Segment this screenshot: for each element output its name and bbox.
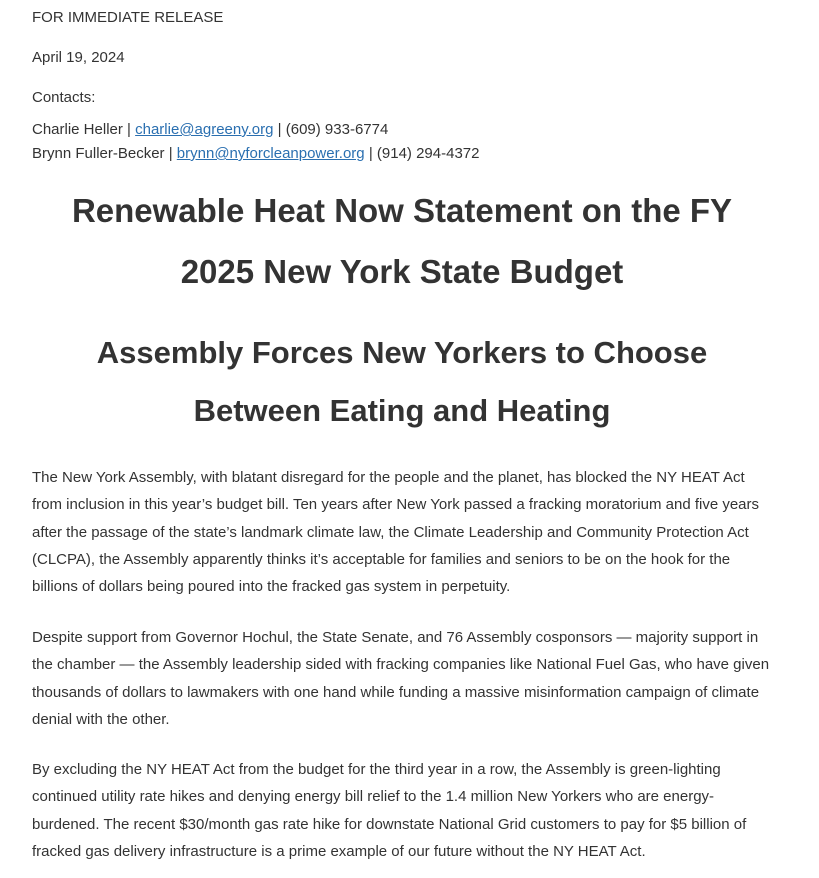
- contact-email-link[interactable]: brynn@nyforcleanpower.org: [176, 145, 365, 162]
- page-subtitle: Assembly Forces New Yorkers to Choose Between Eating and Heating: [96, 335, 708, 428]
- release-date: April 19, 2024: [32, 49, 125, 66]
- contact-name: Charlie Heller: [32, 121, 123, 138]
- contact-separator: |: [127, 121, 131, 138]
- contacts-label: Contacts:: [32, 89, 96, 106]
- body-paragraph: Despite support from Governor Hochul, the State Senate, and 76 Assembly cosponsors — majority support in the chamber — the Assembly leadership sided with fracking companies like National Fuel Gas, who have given thousands of dollars to lawmakers with one hand while funding a massive misinformation campaign of climate denial with the other.: [32, 629, 770, 728]
- contact-row: [32, 144, 479, 164]
- contact-separator: |: [277, 121, 282, 138]
- body-paragraph: The New York Assembly, with blatant disregard for the people and the planet, has blocked the NY HEAT Act from inclusion in this year’s budget bill. Ten years after New York passed a fracking moratorium and five years after the passage of the state’s landmark climate law, the Climate Leadership and Community Protection Act (CLCPA), the Assembly apparently thinks it’s acceptable for families and seniors to be on the hook for the billions of dollars being poured into the fracked gas system in perpetuity.: [32, 469, 760, 596]
- contact-phone: (609) 933-6774: [285, 121, 389, 138]
- body-paragraph: By excluding the NY HEAT Act from the budget for the third year in a row, the Assembly is green-lighting continued utility rate hikes and denying energy bill relief to the 1.4 million New Yorkers who are energy-burdened. The recent $30/month gas rate hike for downstate National Grid customers to pay for $5 billion of fracked gas delivery infrastructure is a prime example of our future without the NY HEAT Act.: [32, 761, 747, 860]
- contact-row: [32, 120, 388, 140]
- release-label: FOR IMMEDIATE RELEASE: [32, 9, 224, 26]
- contact-separator: |: [168, 145, 173, 162]
- contact-email-link[interactable]: charlie@agreeny.org: [135, 121, 274, 138]
- page-title: Renewable Heat Now Statement on the FY 2025 New York State Budget: [71, 192, 733, 290]
- contact-phone: (914) 294-4372: [376, 145, 480, 162]
- contact-name: Brynn Fuller-Becker: [32, 145, 165, 162]
- contact-separator: |: [368, 145, 373, 162]
